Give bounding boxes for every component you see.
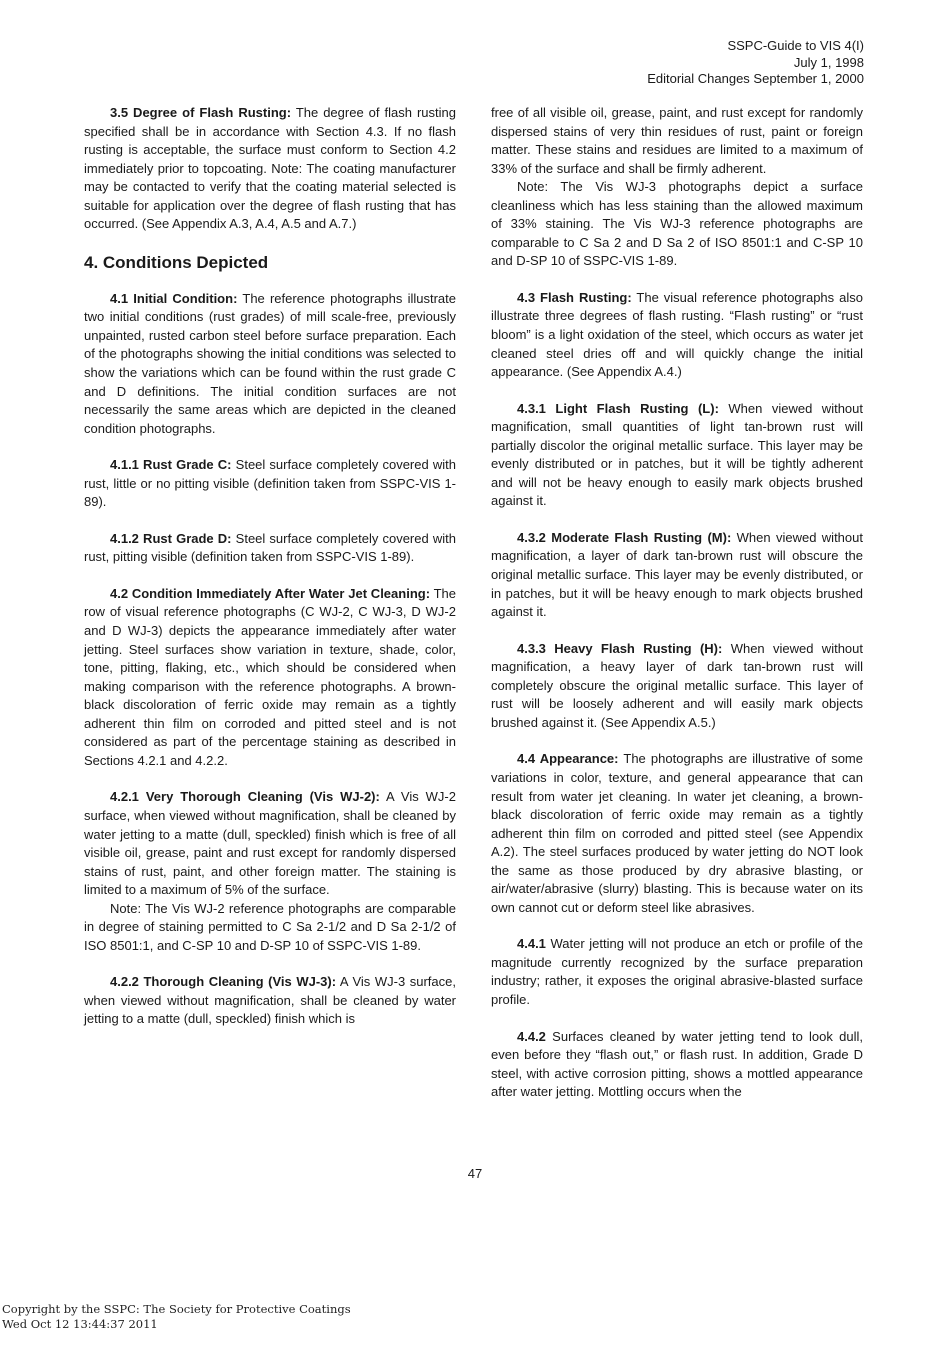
para-4-4-1-heading: 4.4.1 bbox=[517, 936, 546, 952]
para-4-2-2-heading: 4.2.2 Thorough Cleaning (Vis WJ-3): bbox=[110, 974, 337, 990]
footer-copyright: Copyright by the SSPC: The Society for Protective Coatings bbox=[2, 1302, 351, 1316]
right-column bbox=[491, 104, 863, 1120]
para-4-3-2 bbox=[491, 529, 863, 622]
para-4-1-2 bbox=[84, 530, 456, 567]
running-header bbox=[564, 38, 864, 88]
para-4-3-2-text: When viewed without magnification, a layer of dark tan-brown rust will obscure the original metallic surface. This layer may be evenly distributed, or in patches, but it will be heavy enough to mark objects brushed against it. bbox=[491, 529, 863, 620]
para-3-5-heading: 3.5 Degree of Flash Rusting: bbox=[110, 105, 292, 120]
header-date: July 1, 1998 bbox=[793, 54, 864, 70]
para-4-3-3-text: When viewed without magnification, a heavy layer of dark tan-brown rust will completely obscure the original metallic surface. This layer of rust will be loosely adherent and will easily mark objects brushed against it. (See Appendix A.5.) bbox=[491, 640, 863, 730]
para-4-4-2 bbox=[491, 1028, 863, 1102]
para-4-4-text: The photographs are illustrative of some variations in color, texture, and general appearance that can result from water jet cleaning. In water jet cleaning, a brown-black discoloration of ferric oxide may remain as a tightly adherent thin film on corroded and pitted steel (see Appendix A.2). The steel surfaces produced by water jetting do NOT look the same as those produced by dry abrasive blasting, or air/water/abrasive (slurry) blasting. This is because water on its own cannot cut or deform steel like abrasives. bbox=[491, 751, 863, 915]
para-4-3-text: The visual reference photographs also illustrate three degrees of flash rusting. “Flash rusting” or “rust bloom” is a light oxidation of the steel, which occurs as water jet cleaned steel dries off and will quickly change the initial appearance. (See Appendix A.4.) bbox=[491, 289, 863, 380]
para-4-3-2-heading: 4.3.2 Moderate Flash Rusting (M): bbox=[517, 529, 732, 545]
para-4-4-1 bbox=[491, 935, 863, 1009]
para-4-3-3-heading: 4.3.3 Heavy Flash Rusting (H): bbox=[517, 640, 723, 656]
para-4-1-1 bbox=[84, 456, 456, 512]
para-4-3-3 bbox=[491, 640, 863, 733]
para-3-5 bbox=[84, 104, 456, 234]
para-4-2-1 bbox=[84, 788, 456, 899]
para-4-2-2 bbox=[84, 973, 456, 1029]
left-column bbox=[84, 104, 456, 1047]
para-4-2-text: The row of visual reference photographs (C WJ-2, C WJ-3, D WJ-2 and D WJ-3) depicts the appearance immediately after water jetting. Steel surfaces show variation in texture, shade, color, tone, pitting, flaking, etc., which should be considered when making comparison with the reference photographs. A brown-black discoloration of ferric oxide may remain as a tightly adherent thin film on corroded and pitted steel and is not considered as part of the percentage staining as described in Sections 4.2.1 and 4.2.2. bbox=[84, 585, 456, 768]
copyright-footer bbox=[2, 1302, 351, 1332]
para-4-4-2-heading: 4.4.2 bbox=[517, 1028, 546, 1044]
para-4-2-1-text: A Vis WJ-2 surface, when viewed without magnification, shall be cleaned by water jetting to a matte (dull, speckled) finish which is free of all visible oil, grease, paint and rust except for randomly dispersed stains of rust, paint, and other foreign matter. The staining is limited to a maximum of 5% of the surface. bbox=[84, 789, 456, 898]
para-4-1 bbox=[84, 290, 456, 438]
para-4-1-heading: 4.1 Initial Condition: bbox=[110, 290, 238, 306]
para-4-2-heading: 4.2 Condition Immediately After Water Jet Cleaning: bbox=[110, 585, 431, 601]
para-4-1-2-text: Steel surface completely covered with rust, pitting visible (definition taken from SSPC-VIS 1-89). bbox=[84, 530, 456, 565]
para-4-1-text: The reference photographs illustrate two initial conditions (rust grades) of mill scale-free, previously unpainted, rusted carbon steel before surface preparation. Each of the photographs showing the initial conditions was selected to show the variations which can be found within the rust grade C and D definitions. The initial condition surfaces are not necessarily the same areas which are depicted in the cleaned condition photographs. bbox=[84, 290, 456, 436]
para-4-3-heading: 4.3 Flash Rusting: bbox=[517, 289, 632, 305]
para-4-2 bbox=[84, 585, 456, 770]
para-4-2-1-note: Note: The Vis WJ-2 reference photographs are comparable in degree of staining permitted to C Sa 2-1/2 and D Sa 2-1/2 of ISO 8501:1, and C-SP 10 and D-SP 10 of SSPC-VIS 1-89. bbox=[84, 900, 456, 953]
para-4-1-2-heading: 4.1.2 Rust Grade D: bbox=[110, 530, 232, 546]
para-4-1-1-heading: 4.1.1 Rust Grade C: bbox=[110, 457, 232, 473]
para-4-2-1-heading: 4.2.1 Very Thorough Cleaning (Vis WJ-2): bbox=[110, 789, 380, 805]
header-doc-title: SSPC-Guide to VIS 4(I) bbox=[727, 38, 864, 53]
para-4-4-1-text: Water jetting will not produce an etch or profile of the magnitude currently recognized by the surface preparation industry; rather, it exposes the original abrasive-blasted surface profile. bbox=[491, 936, 863, 1007]
section-4-title: 4. Conditions Depicted bbox=[84, 252, 269, 272]
para-4-3-1-heading: 4.3.1 Light Flash Rusting (L): bbox=[517, 400, 719, 416]
para-4-2-2-text: A Vis WJ-3 surface, when viewed without magnification, shall be cleaned by water jetting to a matte (dull, speckled) finish which is bbox=[84, 974, 456, 1027]
para-3-5-text: The degree of flash rusting specified shall be in accordance with Section 4.3. If no flash rusting is acceptable, the surface must conform to Section 4.2 immediately prior to topcoating. Note: The coating manufacturer may be contacted to verify that the coating material selected is suitable for application over the degree of flash rusting that has occurred. (See Appendix A.3, A.4, A.5 and A.7.) bbox=[84, 105, 456, 232]
para-4-2-2-continued: free of all visible oil, grease, paint, and rust except for randomly dispersed stains of very thin residues of rust, paint or foreign matter. These stains and residues are limited to a maximum of 33% of the surface and shall be firmly adherent. bbox=[491, 105, 863, 176]
para-4-2-2-note: Note: The Vis WJ-3 photographs depict a surface cleanliness which has less staining than the allowed maximum of 33% staining. The Vis WJ-3 reference photographs are comparable to C Sa 2 and D Sa 2 of ISO 8501:1 and C-SP 10 and D-SP 10 of SSPC-VIS 1-89. bbox=[491, 179, 863, 269]
para-4-4-2-text: Surfaces cleaned by water jetting tend to look dull, even before they “flash out,” or flash rust. In addition, Grade D steel, with active corrosion pitting, shows a mottled appearance after water jetting. Mottling occurs when the bbox=[491, 1028, 863, 1100]
para-4-3-1 bbox=[491, 400, 863, 511]
para-4-3-1-text: When viewed without magnification, small quantities of light tan-brown rust will partially discolor the original metallic surface. This layer may be evenly distributed or in patches, but it will be tightly adherent and will not be heavy enough to easily mark objects brushed against it. bbox=[491, 400, 864, 509]
para-4-1-1-text: Steel surface completely covered with rust, little or no pitting visible (definition taken from SSPC-VIS 1-89). bbox=[84, 457, 456, 510]
page-number: 47 bbox=[467, 1166, 483, 1181]
para-4-3 bbox=[491, 289, 863, 382]
para-4-4 bbox=[491, 750, 863, 917]
header-edit-note: Editorial Changes September 1, 2000 bbox=[647, 71, 864, 86]
footer-timestamp: Wed Oct 12 13:44:37 2011 bbox=[2, 1317, 158, 1331]
para-4-4-heading: 4.4 Appearance: bbox=[517, 751, 619, 767]
